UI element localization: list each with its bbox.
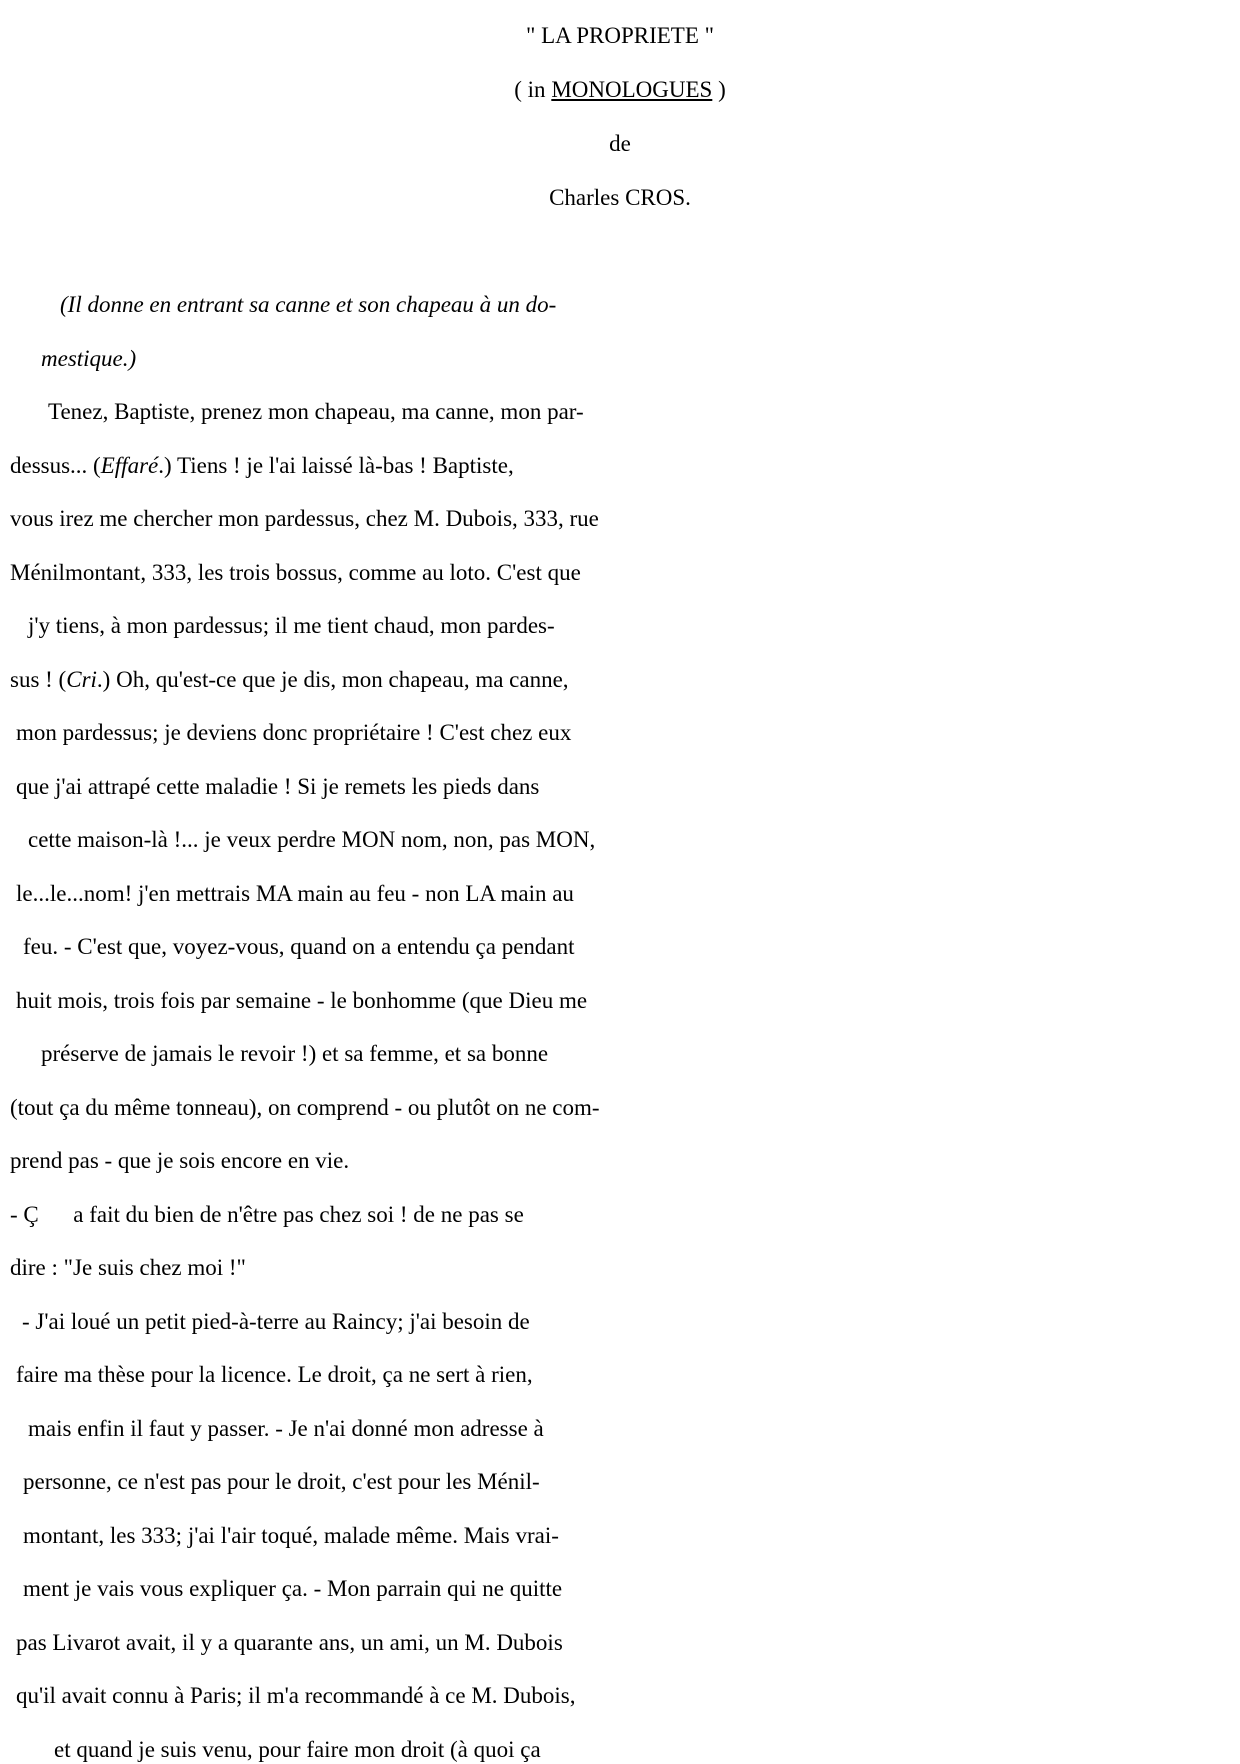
source-link: MONOLOGUES xyxy=(551,77,713,102)
source-line xyxy=(0,76,1240,104)
author-name: Charles CROS. xyxy=(549,185,691,210)
text-line: (tout ça du même tonneau), on comprend - ou plutôt on ne com- xyxy=(10,1095,600,1120)
text-line: - J'ai loué un petit pied-à-terre au Raincy; j'ai besoin de xyxy=(22,1309,530,1334)
text-line: montant, les 333; j'ai l'air toqué, malade même. Mais vrai- xyxy=(23,1523,559,1548)
text-line: j'y tiens, à mon pardessus; il me tient chaud, mon pardes- xyxy=(28,613,555,638)
text-line: qu'il avait connu à Paris; il m'a recommandé à ce M. Dubois, xyxy=(16,1683,576,1708)
source-prefix: ( in xyxy=(514,77,552,102)
text-line: cette maison-là !... je veux perdre MON nom, non, pas MON, xyxy=(28,827,596,852)
text-line: Tenez, Baptiste, prenez mon chapeau, ma canne, mon par- xyxy=(48,399,584,424)
stage-direction: (Il donne en entrant sa canne et son chapeau à un do- xyxy=(60,292,557,317)
text-line: ment je vais vous expliquer ça. - Mon parrain qui ne quitte xyxy=(23,1576,563,1601)
text-line: le...le...nom! j'en mettrais MA main au feu - non LA main au xyxy=(16,881,574,906)
text-line: pas Livarot avait, il y a quarante ans, un ami, un M. Dubois xyxy=(16,1630,563,1655)
text-line: que j'ai attrapé cette maladie ! Si je remets les pieds dans xyxy=(16,774,540,799)
text-line: sus ! (Cri.) Oh, qu'est-ce que je dis, mon chapeau, ma canne, xyxy=(10,667,569,692)
stage-direction: mestique.) xyxy=(41,346,137,371)
text-line: préserve de jamais le revoir !) et sa femme, et sa bonne xyxy=(41,1041,549,1066)
document-title: " LA PROPRIETE " xyxy=(525,23,715,48)
text-line: personne, ce n'est pas pour le droit, c'est pour les Ménil- xyxy=(23,1469,540,1494)
text-line: et quand je suis venu, pour faire mon droit (à quoi ça xyxy=(54,1737,541,1762)
text-line: dessus... (Effaré.) Tiens ! je l'ai laissé là-bas ! Baptiste, xyxy=(10,453,514,478)
stage-word: Cri xyxy=(66,667,97,692)
text-line: - Ç a fait du bien de n'être pas chez soi ! de ne pas se xyxy=(10,1202,524,1227)
by-line: de xyxy=(609,131,631,156)
text-line: Ménilmontant, 333, les trois bossus, comme au loto. C'est que xyxy=(10,560,581,585)
text-line: faire ma thèse pour la licence. Le droit, ça ne sert à rien, xyxy=(16,1362,533,1387)
text-line: dire : "Je suis chez moi !" xyxy=(10,1255,246,1280)
text-line: huit mois, trois fois par semaine - le bonhomme (que Dieu me xyxy=(16,988,588,1013)
text-line: mais enfin il faut y passer. - Je n'ai donné mon adresse à xyxy=(28,1416,544,1441)
source-suffix: ) xyxy=(712,77,726,102)
text-line: vous irez me chercher mon pardessus, chez M. Dubois, 333, rue xyxy=(10,506,599,531)
text-line: prend pas - que je sois encore en vie. xyxy=(10,1148,350,1173)
text-line: mon pardessus; je deviens donc propriétaire ! C'est chez eux xyxy=(16,720,572,745)
stage-word: Effaré xyxy=(100,453,159,478)
text-line: feu. - C'est que, voyez-vous, quand on a entendu ça pendant xyxy=(23,934,575,959)
